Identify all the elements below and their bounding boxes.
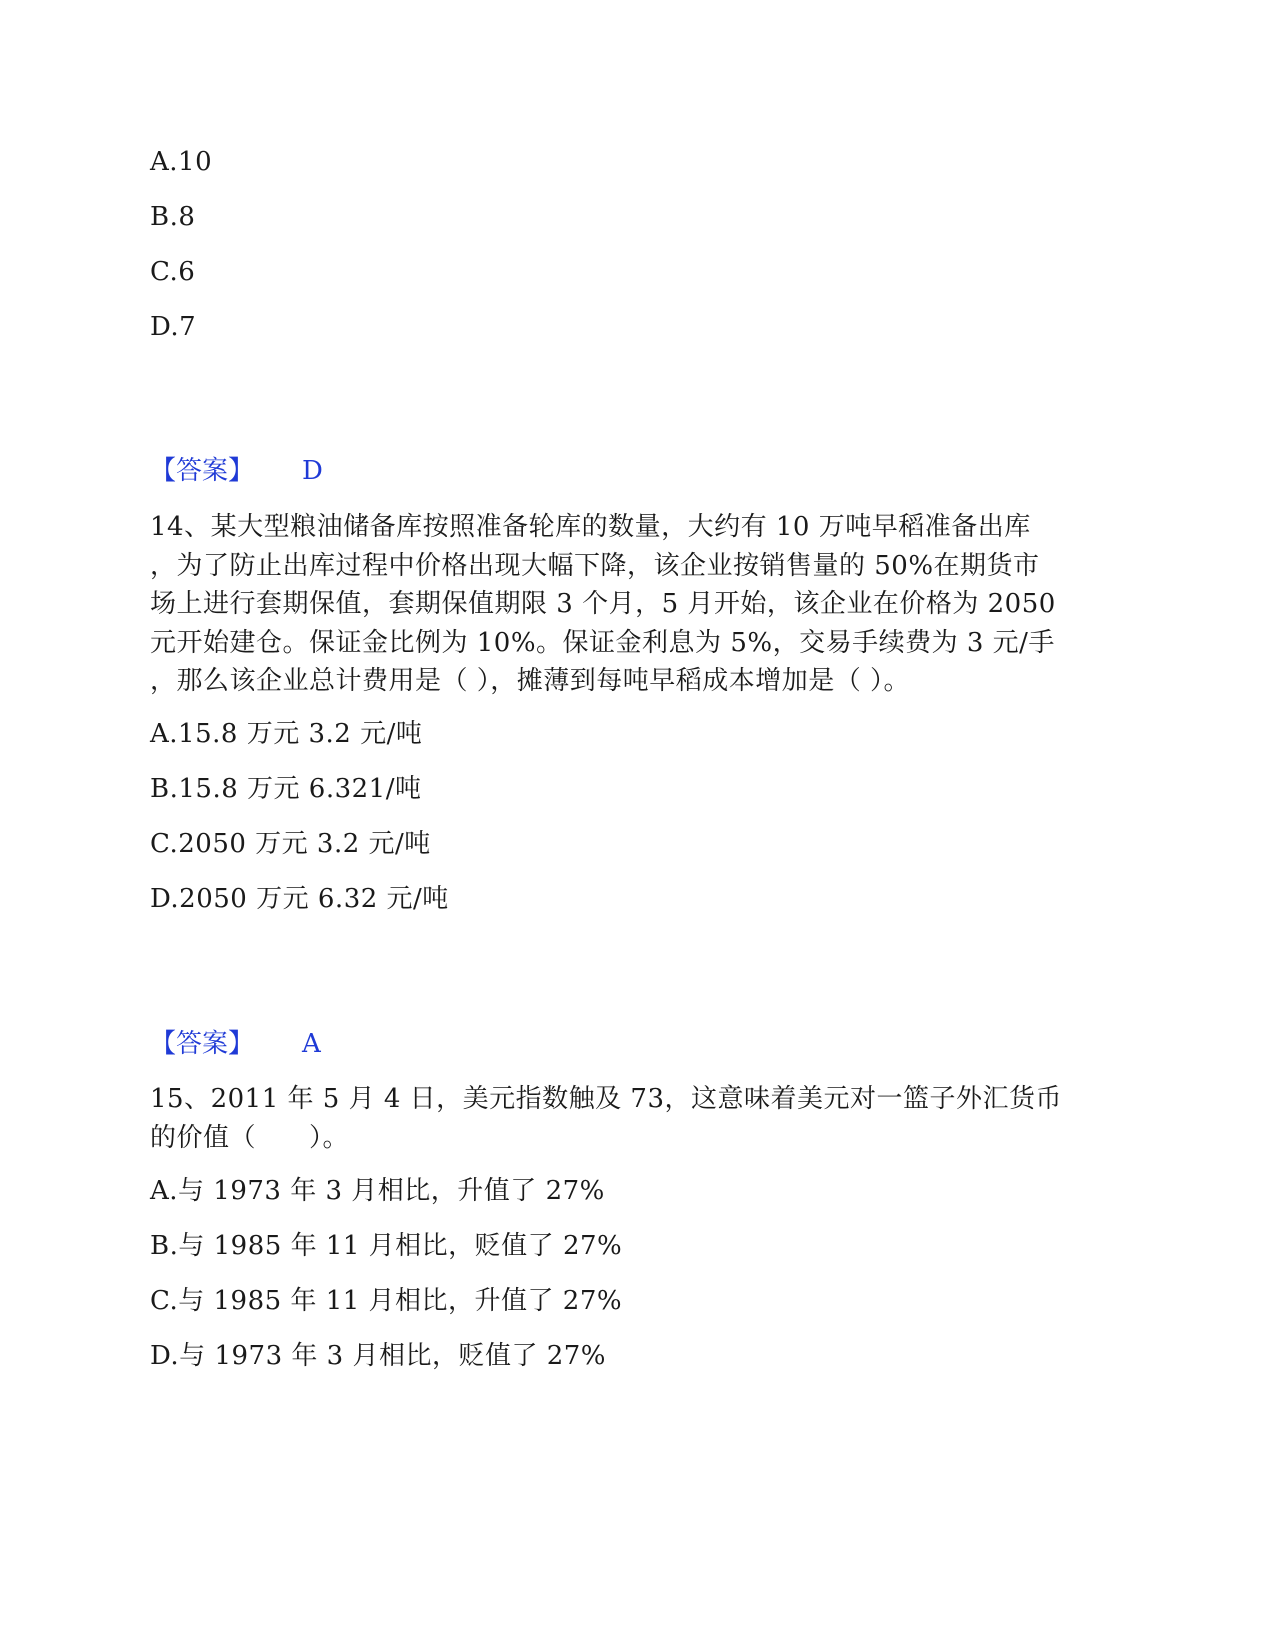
answer-row-14 [150, 1024, 321, 1064]
option-b: B.与 1985 年 11 月相比，贬值了 27% [150, 1231, 623, 1261]
option-c: C.2050 万元 3.2 元/吨 [150, 829, 431, 859]
option-c: C.6 [150, 257, 196, 287]
answer-row-13 [150, 451, 323, 491]
question-line: 14、某大型粮油储备库按照准备轮库的数量，大约有 10 万吨早稻准备出库 [150, 512, 1031, 542]
option-d: D.7 [150, 312, 197, 342]
option-b: B.8 [150, 202, 196, 232]
question-15 [150, 1080, 1100, 1157]
option-b: B.15.8 万元 6.321/吨 [150, 774, 422, 804]
question-line: 元开始建仓。保证金比例为 10%。保证金利息为 5%，交易手续费为 3 元/手 [150, 627, 1055, 658]
question-line: 15、2011 年 5 月 4 日，美元指数触及 73，这意味着美元对一篮子外汇货币 [150, 1084, 1063, 1114]
answer-key: D [302, 456, 323, 486]
answer-label: 【答案】 [150, 456, 255, 486]
answer-label: 【答案】 [150, 1029, 255, 1059]
option-a: A.与 1973 年 3 月相比，升值了 27% [150, 1176, 605, 1206]
question-line: 场上进行套期保值，套期保值期限 3 个月，5 月开始，该企业在价格为 2050 [150, 589, 1056, 619]
option-a: A.10 [150, 147, 213, 177]
question-line: ，为了防止出库过程中价格出现大幅下降，该企业按销售量的 50%在期货市 [150, 550, 1040, 581]
option-a: A.15.8 万元 3.2 元/吨 [150, 719, 423, 749]
option-d: D.与 1973 年 3 月相比，贬值了 27% [150, 1341, 607, 1371]
question-line: ，那么该企业总计费用是（ ），摊薄到每吨早稻成本增加是（ ）。 [150, 666, 911, 696]
question-14 [150, 508, 1100, 701]
answer-key: A [302, 1029, 321, 1059]
option-d: D.2050 万元 6.32 元/吨 [150, 884, 449, 914]
option-c: C.与 1985 年 11 月相比，升值了 27% [150, 1286, 623, 1316]
question-line: 的价值（ ）。 [150, 1122, 350, 1153]
